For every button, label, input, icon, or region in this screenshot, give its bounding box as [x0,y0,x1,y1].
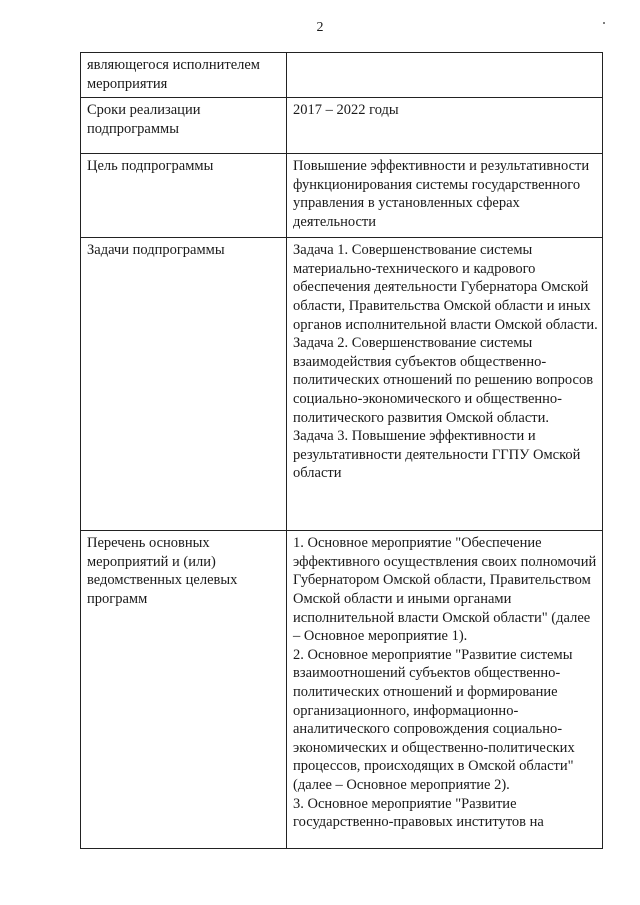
row-value [287,98,603,154]
task-paragraph: Задача 1. Совершенствование системы материально-технического и кадрового обеспечения деятельности Губернатора Омской области, Правительства Омской области и иных органов исполнительной власти Омской области. [293,242,598,333]
table-row [81,98,603,154]
activity-paragraph: 3. Основное мероприятие "Развитие государственно-правовых институтов на [293,795,544,831]
row-label: Задачи подпрограммы [81,238,287,531]
table-row [81,154,603,238]
table-row [81,531,603,849]
activity-paragraph: 1. Основное мероприятие "Обеспечение эффективного осуществления своих полномочий Губернатором Омской области, Правительством Омской области и иными органами исполнительной власти Омской области" (далее – Основное мероприятие 1). [293,535,597,645]
task-paragraph: Задача 2. Совершенствование системы взаимодействия субъектов общественно-политических отношений по решению вопросов социально-экономического и общественно-политического развития Омской области. [293,335,594,426]
row-label: Сроки реализации подпрограммы [81,98,287,154]
activity-paragraph: 2. Основное мероприятие "Развитие системы взаимоотношений субъектов общественно-политических отношений и формирование организационного, информационно-аналитического сопровождения социально-экономических и общественно-политических процессов, происходящих в Омской области" (далее – Основное мероприятие 2). [293,646,575,793]
row-label: Перечень основных мероприятий и (или) ведомственных целевых программ [81,531,287,849]
table-row [81,238,603,531]
row-value [287,238,603,531]
table-row [81,53,603,98]
subprogram-passport-table [80,52,603,849]
row-value [287,531,603,849]
row-label: являющегося исполнителем мероприятия [81,53,287,98]
page-number: 2 [316,20,324,35]
task-paragraph: Задача 3. Повышение эффективности и результативности деятельности ГГПУ Омской области [293,428,581,482]
value-paragraph: 2017 – 2022 годы [293,102,399,119]
value-paragraph: Повышение эффективности и результативности функционирования системы государственного управления в установленных сферах деятельности [293,158,590,230]
row-label: Цель подпрограммы [81,154,287,238]
row-value [287,53,603,98]
scan-speck [603,22,605,24]
row-value [287,154,603,238]
